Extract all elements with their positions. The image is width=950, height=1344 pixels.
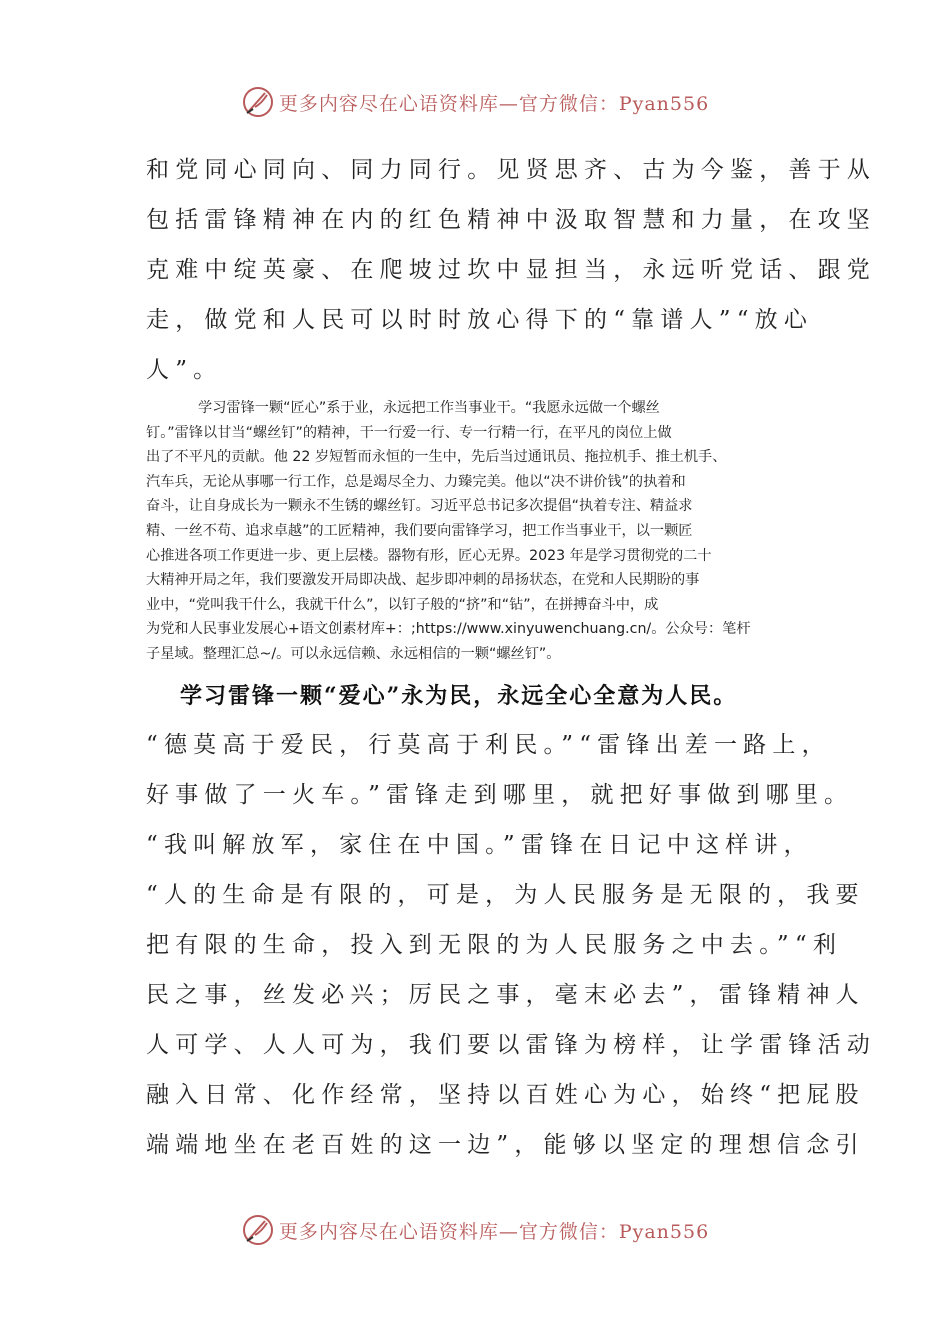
para1-line: 走，做党和人民可以时时放心得下的“靠谱人”“放心 [146,307,814,333]
para3-line: 把有限的生命，投入到无限的为人民服务之中去。”“利 [146,932,843,958]
para2-line: 心推进各项工作更进一步、更上层楼。器物有形，匠心无界。2023 年是学习贯彻党的二十 [146,547,712,564]
para3-line: “我叫解放军，家住在中国。”雷锋在日记中这样讲， [146,832,813,858]
para3-line: 好事做了一火车。”雷锋走到哪里，就把好事做到哪里。 [146,782,854,808]
para3-line: 人可学、人人可为，我们要以雷锋为榜样，让学雷锋活动 [146,1032,876,1058]
para2-line: 汽车兵，无论从事哪一行工作，总是竭尽全力、力臻完美。他以“决不讲价钱”的执着和 [146,473,686,490]
para3-line: “人的生命是有限的，可是，为人民服务是无限的，我要 [146,882,865,908]
para3-line: “德莫高于爱民，行莫高于利民。”“雷锋出差一路上， [146,732,831,758]
para2-line: 学习雷锋一颗“匠心”系于业，永远把工作当事业干。“我愿永远做一个螺丝 [198,400,660,416]
para2-line: 子星域。整理汇总~/。可以永远信赖、永远相信的一颗“螺丝钉”。 [146,645,561,662]
para2-line: 精、一丝不苟、追求卓越”的工匠精神，我们要向雷锋学习，把工作当事业干，以一颗匠 [146,522,693,539]
para1-line: 克难中绽英豪、在爬坡过坎中显担当，永远听党话、跟党 [146,257,876,283]
footer-watermark-text: 更多内容尽在心语资料库—官方微信：Pyan556 [278,1220,710,1243]
para2-line: 奋斗，让自身成长为一颗永不生锈的螺丝钉。习近平总书记多次提倡“执着专注、精益求 [146,498,693,515]
para1-line: 包括雷锋精神在内的红色精神中汲取智慧和力量，在攻坚 [146,207,876,233]
para3-line: 民之事，丝发必兴；厉民之事，毫末必去”，雷锋精神人 [146,982,865,1008]
para1-line: 人”。 [146,357,223,383]
footer-watermark [0,1210,950,1250]
para3-heading: 学习雷锋一颗“爱心”永为民，永远全心全意为人民。 [180,683,738,709]
para2-line: 为党和人民事业发展心+语文创素材库+：;https://www.xinyuwenchuang.cn/。公众号：笔杆 [146,621,751,638]
header-watermark [0,82,950,122]
para3-line: 端端地坐在老百姓的这一边”，能够以坚定的理想信念引 [146,1132,865,1158]
paragraph-2 [146,396,816,667]
header-watermark-text: 更多内容尽在心语资料库—官方微信：Pyan556 [278,92,710,115]
para2-line: 大精神开局之年，我们要激发开局即决战、起步即冲刺的昂扬状态，在党和人民期盼的事 [146,572,700,589]
para2-line: 钉。”雷锋以甘当“螺丝钉”的精神，干一行爱一行、专一行精一行，在平凡的岗位上做 [146,424,672,441]
quill-logo-icon [241,85,275,119]
para2-line: 出了不平凡的贡献。他 22 岁短暂而永恒的一生中，先后当过通讯员、拖拉机手、推土机手、 [146,449,727,466]
para3-line: 融入日常、化作经常，坚持以百姓心为心，始终“把屁股 [146,1082,865,1108]
para2-line: 业中，“党叫我干什么，我就干什么”，以钉子般的“挤”和“钻”，在拼搏奋斗中，成 [146,596,659,613]
quill-logo-icon [241,1213,275,1247]
para1-line: 和党同心同向、同力同行。见贤思齐、古为今鉴，善于从 [146,157,876,183]
